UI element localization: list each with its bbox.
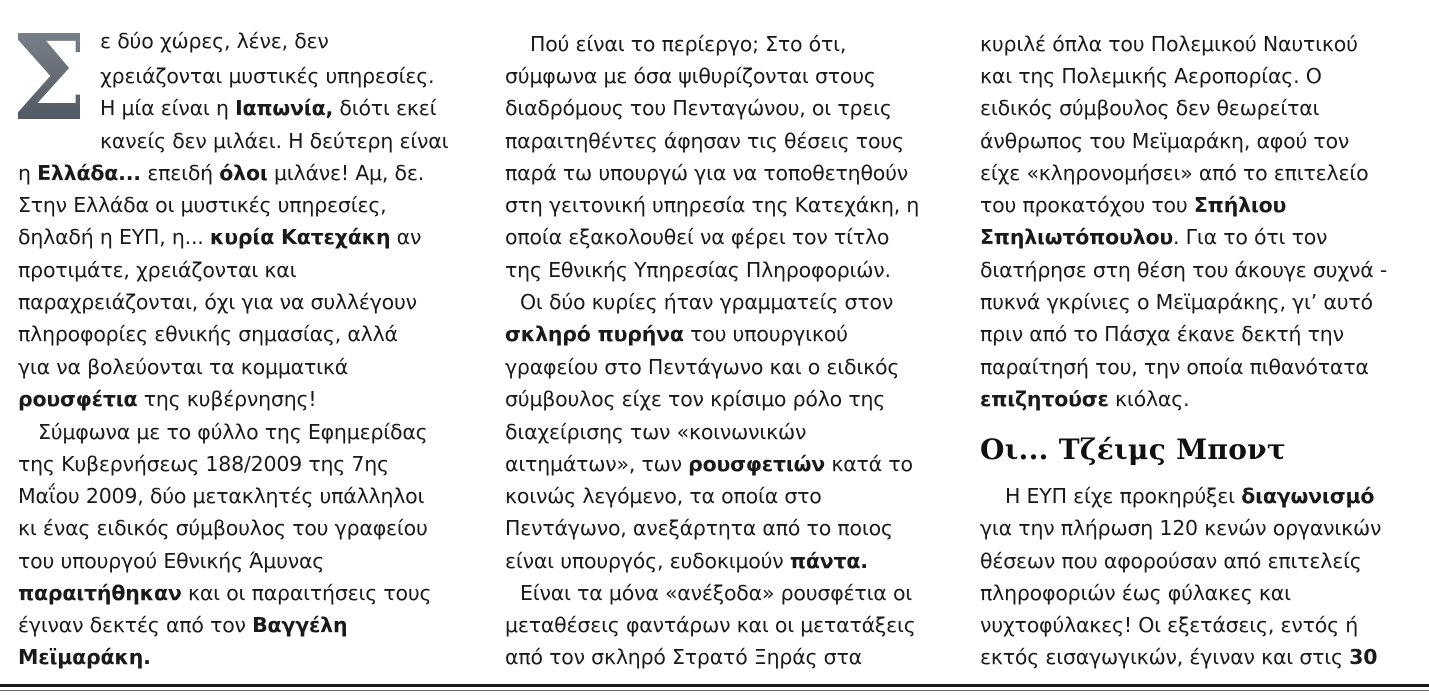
text-run: οποία εξακολουθεί να φέρει τον τίτλο <box>505 225 890 249</box>
text-line <box>505 514 893 542</box>
text-run: μιλάνε! Αμ, δε. <box>267 161 425 185</box>
text-line <box>980 191 1286 219</box>
text-run: ε δύο χώρες, λένε, δεν <box>100 29 329 53</box>
text-run: Η μία είναι η <box>100 96 236 120</box>
text-line <box>980 159 1368 187</box>
text-run: της Κυβερνήσεως 188/2009 της 7ης <box>18 452 389 476</box>
text-line <box>980 514 1381 542</box>
text-run: για να βολεύονται τα κομματικά <box>18 355 349 379</box>
text-line <box>18 223 421 251</box>
bold-emphasis: κυρία Κατεχάκη <box>209 225 391 249</box>
text-run: διότι εκεί <box>333 96 437 120</box>
text-line <box>980 94 1319 122</box>
text-run: διαδρόμους του Πενταγώνου, οι τρεις <box>505 96 892 120</box>
text-run: Πεντάγωνο, ανεξάρτητα από το ποιος <box>505 516 893 540</box>
text-run: και οι παραιτήσεις τους <box>181 581 432 605</box>
text-run: κανείς δεν μιλάει. Η δεύτερη είναι <box>100 129 449 153</box>
text-line <box>505 611 916 639</box>
bold-emphasis: Σπήλιου <box>1193 193 1287 217</box>
text-line <box>100 27 329 55</box>
text-line <box>980 353 1369 381</box>
text-run: πληροφοριών έως φύλακες και <box>980 581 1291 605</box>
text-line <box>18 385 316 413</box>
text-line <box>980 288 1373 316</box>
text-line <box>18 611 347 639</box>
text-run: παρά τω υπουργώ για να τοποθετηθούν <box>505 161 909 185</box>
bold-emphasis: Βαγγέλη <box>252 613 348 637</box>
text-run: πληροφορίες εθνικής σημασίας, αλλά <box>18 322 398 346</box>
text-run: πυκνά γκρίνιες ο Μεϊμαράκης, γι’ αυτό <box>980 290 1373 314</box>
text-line <box>1005 482 1374 510</box>
text-run: παραίτησή του, την οποία πιθανότατα <box>980 355 1369 379</box>
text-run: αιτημάτων», των <box>505 452 689 476</box>
bold-emphasis: Ιαπωνία, <box>235 96 334 120</box>
text-line <box>980 643 1377 671</box>
text-line <box>18 353 348 381</box>
text-line <box>520 579 912 607</box>
text-run: από τον σκληρό Στρατό Ξηράς στα <box>505 645 862 669</box>
text-line <box>520 288 893 316</box>
text-line <box>18 643 151 671</box>
text-run: Η ΕΥΠ είχε προκηρύξει <box>1005 484 1242 508</box>
bold-emphasis: διαγωνισμό <box>1241 484 1375 508</box>
text-line <box>38 418 428 446</box>
text-line <box>505 450 913 478</box>
text-run: διατήρησε στη θέση του άκουγε συχνά - <box>980 258 1388 282</box>
text-run: μεταθέσεις φαντάρων και οι μετατάξεις <box>505 613 916 637</box>
text-line <box>980 385 1189 413</box>
text-run: κατά το <box>825 452 913 476</box>
text-run: Σύμφωνα με το φύλλο της Εφημερίδας <box>38 420 428 444</box>
text-run: προτιμάτε, χρειάζονται και <box>18 258 297 282</box>
text-line <box>980 611 1358 639</box>
text-line <box>505 256 891 284</box>
text-line <box>18 547 324 575</box>
text-line <box>980 320 1344 348</box>
bold-emphasis: παραιτήθηκαν <box>18 581 182 605</box>
text-run: Μαΐου 2009, δύο μετακλητές υπάλληλοι <box>18 484 425 508</box>
text-line <box>505 643 862 671</box>
bottom-rule <box>0 684 1429 687</box>
text-run: κι ένας ειδικός σύμβουλος του γραφείου <box>18 516 428 540</box>
text-run: του υπουργικού <box>683 322 848 346</box>
text-run: νυχτοφύλακες! Οι εξετάσεις, εντός ή <box>980 613 1359 637</box>
text-run: εκτός εισαγωγικών, έγιναν και στις <box>980 645 1350 669</box>
text-run: Πού είναι το περίεργο; Στο ότι, <box>530 32 847 56</box>
text-run: Οι δύο κυρίες ήταν γραμματείς στον <box>520 290 894 314</box>
bold-emphasis: 30 <box>1349 645 1378 669</box>
text-run: και της Πολεμικής Αεροπορίας. Ο <box>980 64 1322 88</box>
text-run: του προκατόχου του <box>980 193 1194 217</box>
text-run: Στην Ελλάδα οι μυστικές υπηρεσίες, <box>18 193 387 217</box>
text-line <box>505 191 919 219</box>
text-line <box>980 223 1327 251</box>
text-line <box>18 320 398 348</box>
bold-emphasis: ρουσφέτια <box>18 387 138 411</box>
text-line <box>18 288 417 316</box>
bold-emphasis: πάντα. <box>789 549 868 573</box>
text-line <box>505 223 889 251</box>
text-run: παραιτηθέντες άφησαν τις θέσεις τους <box>505 129 904 153</box>
text-run: σύμβουλος είχε τον κρίσιμο ρόλο της <box>505 387 886 411</box>
text-line <box>100 94 436 122</box>
text-run: της κυβέρνησης! <box>137 387 317 411</box>
bold-emphasis: Σπηλιωτόπουλου <box>980 225 1174 249</box>
text-run: είχε «κληρονομήσει» από το επιτελείο <box>980 161 1369 185</box>
text-line <box>18 450 389 478</box>
text-line <box>18 256 296 284</box>
text-line <box>100 127 448 155</box>
text-run: κοινώς λεγόμενο, τα οποία στο <box>505 484 822 508</box>
text-run: πριν από το Πάσχα έκανε δεκτή την <box>980 322 1344 346</box>
text-run: η <box>18 161 38 185</box>
text-run: διαχείρισης των «κοινωνικών <box>505 420 807 444</box>
text-line <box>980 256 1387 284</box>
text-line <box>18 191 387 219</box>
text-run: είναι υπουργός, ευδοκιμούν <box>505 549 790 573</box>
text-run: της Εθνικής Υπηρεσίας Πληροφοριών. <box>505 258 891 282</box>
text-line <box>505 94 892 122</box>
text-run: θέσεων που αφορούσαν από επιτελείς <box>980 549 1362 573</box>
text-line <box>980 30 1358 58</box>
text-line <box>505 482 822 510</box>
bold-emphasis: ρουσφετιών <box>688 452 826 476</box>
text-run: χρειάζονται μυστικές υπηρεσίες. <box>100 64 435 88</box>
text-run: για την πλήρωση 120 κενών οργανικών <box>980 516 1382 540</box>
bold-emphasis: επιζητούσε <box>980 387 1109 411</box>
text-line <box>505 353 899 381</box>
text-line <box>980 547 1362 575</box>
text-run: άνθρωπος του Μεϊμαράκη, αφού τον <box>980 129 1350 153</box>
bold-emphasis: όλοι <box>219 161 268 185</box>
text-run: του υπουργού Εθνικής Άμυνας <box>18 549 325 573</box>
text-line <box>505 127 904 155</box>
bold-emphasis: σκληρό πυρήνα <box>505 322 684 346</box>
text-line <box>100 62 434 90</box>
text-line <box>505 62 876 90</box>
text-run: στη γειτονική υπηρεσία της Κατεχάκη, η <box>505 193 920 217</box>
text-line <box>18 579 431 607</box>
text-run: σύμφωνα με όσα ψιθυρίζονται στους <box>505 64 876 88</box>
text-run: αν <box>390 225 422 249</box>
bold-emphasis: Ελλάδα... <box>37 161 141 185</box>
text-line <box>18 482 424 510</box>
text-run: κυριλέ όπλα του Πολεμικού Ναυτικού <box>980 32 1358 56</box>
text-line <box>18 514 428 542</box>
text-line <box>505 320 848 348</box>
text-line <box>980 62 1322 90</box>
text-line <box>18 159 424 187</box>
text-run: έγιναν δεκτές από τον <box>18 613 253 637</box>
text-run: . Για το ότι τον <box>1173 225 1328 249</box>
text-line <box>505 418 806 446</box>
text-line <box>530 30 846 58</box>
text-run: επειδή <box>140 161 220 185</box>
text-run: ειδικός σύμβουλος δεν θεωρείται <box>980 96 1320 120</box>
drop-cap: Σ <box>7 8 91 147</box>
bold-emphasis: Μεϊμαράκη. <box>18 645 151 669</box>
text-line <box>505 159 908 187</box>
text-run: γραφείου στο Πεντάγωνο και ο ειδικός <box>505 355 900 379</box>
text-line <box>980 579 1291 607</box>
text-run: Είναι τα μόνα «ανέξοδα» ρουσφέτια οι <box>520 581 913 605</box>
text-run: κιόλας. <box>1108 387 1190 411</box>
text-line <box>505 385 885 413</box>
text-line <box>505 547 868 575</box>
text-run: παραχρειάζονται, όχι για να συλλέγουν <box>18 290 417 314</box>
text-run: δηλαδή η ΕΥΠ, η... <box>18 225 210 249</box>
text-line <box>980 127 1349 155</box>
section-heading: Οι... Τζέιμς Μποντ <box>980 433 1287 466</box>
bottom-rule-thin <box>0 690 1429 691</box>
